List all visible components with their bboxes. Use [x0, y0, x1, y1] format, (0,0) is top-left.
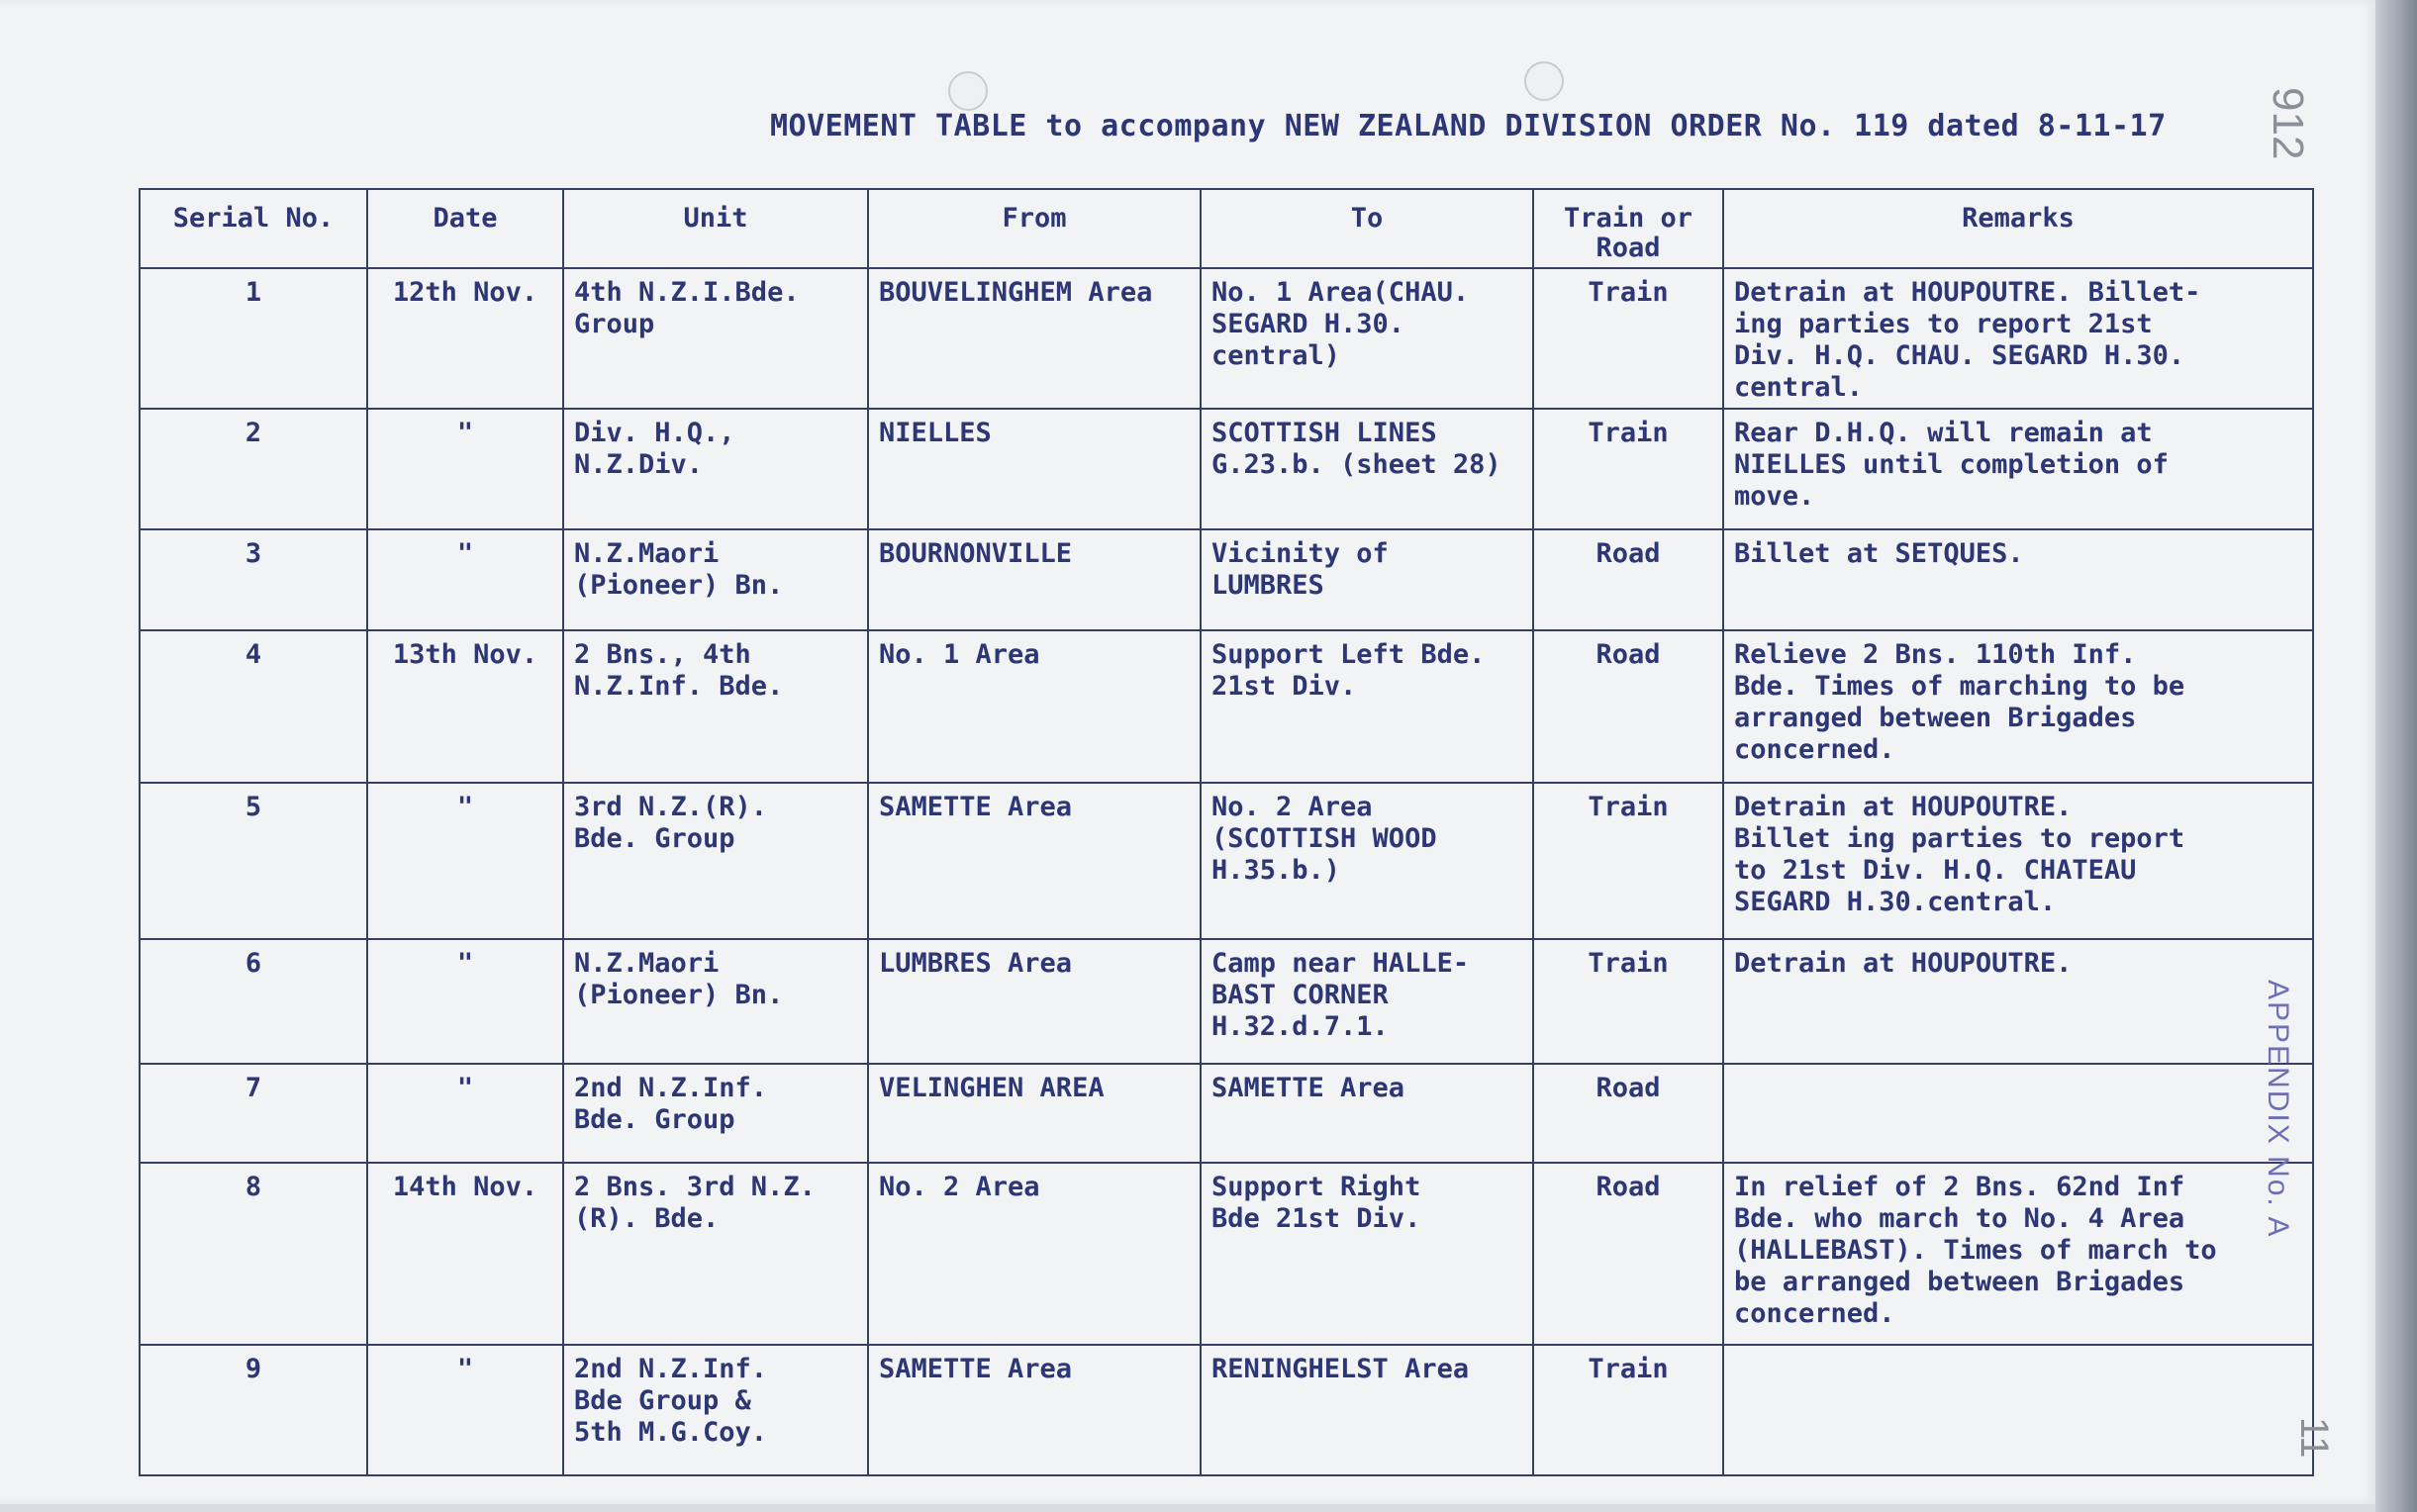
movement-table	[139, 188, 2314, 1476]
cell-date: "	[367, 1064, 563, 1163]
cell-unit: 2nd N.Z.Inf. Bde. Group	[563, 1064, 868, 1163]
cell-serial: 3	[140, 529, 367, 630]
cell-mode: Road	[1533, 529, 1723, 630]
cell-remarks: In relief of 2 Bns. 62nd Inf Bde. who march to No. 4 Area (HALLEBAST). Times of march to be arranged between Brigades concerned.	[1723, 1163, 2313, 1345]
header-remarks: Remarks	[1723, 189, 2313, 268]
appendix-stamp: APPENDIX No. A	[2262, 980, 2294, 1239]
cell-to: Camp near HALLE- BAST CORNER H.32.d.7.1.	[1201, 939, 1533, 1064]
cell-mode: Train	[1533, 783, 1723, 939]
cell-serial: 6	[140, 939, 367, 1064]
table-row	[140, 529, 2313, 630]
cell-remarks: Detrain at HOUPOUTRE.	[1723, 939, 2313, 1064]
cell-date: 12th Nov.	[367, 268, 563, 409]
cell-date: "	[367, 939, 563, 1064]
cell-remarks	[1723, 1064, 2313, 1163]
cell-from: LUMBRES Area	[868, 939, 1201, 1064]
cell-unit: 2nd N.Z.Inf. Bde Group & 5th M.G.Coy.	[563, 1345, 868, 1475]
cell-to: SCOTTISH LINES G.23.b. (sheet 28)	[1201, 409, 1533, 529]
cell-unit: N.Z.Maori (Pioneer) Bn.	[563, 529, 868, 630]
table-body	[140, 268, 2313, 1475]
cell-serial: 2	[140, 409, 367, 529]
header-row	[140, 189, 2313, 268]
cell-from: BOURNONVILLE	[868, 529, 1201, 630]
cell-to: No. 1 Area(CHAU. SEGARD H.30. central)	[1201, 268, 1533, 409]
table-row	[140, 409, 2313, 529]
cell-serial: 7	[140, 1064, 367, 1163]
punch-hole	[948, 71, 988, 111]
table-row	[140, 268, 2313, 409]
cell-serial: 4	[140, 630, 367, 783]
cell-from: BOUVELINGHEM Area	[868, 268, 1201, 409]
cell-date: "	[367, 529, 563, 630]
cell-date: "	[367, 1345, 563, 1475]
cell-from: SAMETTE Area	[868, 1345, 1201, 1475]
cell-from: NIELLES	[868, 409, 1201, 529]
header-to: To	[1201, 189, 1533, 268]
cell-mode: Road	[1533, 630, 1723, 783]
cell-mode: Train	[1533, 268, 1723, 409]
cell-date: "	[367, 409, 563, 529]
cell-from: VELINGHEN AREA	[868, 1064, 1201, 1163]
table-row	[140, 1163, 2313, 1345]
cell-to: Vicinity of LUMBRES	[1201, 529, 1533, 630]
cell-unit: 3rd N.Z.(R). Bde. Group	[563, 783, 868, 939]
table-row	[140, 939, 2313, 1064]
header-date: Date	[367, 189, 563, 268]
cell-to: RENINGHELST Area	[1201, 1345, 1533, 1475]
folio-number: 912	[2264, 87, 2312, 160]
table-row	[140, 1064, 2313, 1163]
cell-serial: 8	[140, 1163, 367, 1345]
cell-mode: Train	[1533, 409, 1723, 529]
header-unit: Unit	[563, 189, 868, 268]
table-row	[140, 1345, 2313, 1475]
cell-unit: N.Z.Maori (Pioneer) Bn.	[563, 939, 868, 1064]
table-row	[140, 783, 2313, 939]
folio-bottom-number: 11	[2292, 1417, 2336, 1459]
cell-unit: 2 Bns. 3rd N.Z. (R). Bde.	[563, 1163, 868, 1345]
cell-from: No. 2 Area	[868, 1163, 1201, 1345]
cell-mode: Road	[1533, 1163, 1723, 1345]
punch-hole	[1524, 61, 1564, 101]
cell-serial: 9	[140, 1345, 367, 1475]
cell-mode: Road	[1533, 1064, 1723, 1163]
header-from: From	[868, 189, 1201, 268]
header-mode: Train or Road	[1533, 189, 1723, 268]
cell-serial: 1	[140, 268, 367, 409]
cell-serial: 5	[140, 783, 367, 939]
cell-mode: Train	[1533, 1345, 1723, 1475]
cell-to: Support Left Bde. 21st Div.	[1201, 630, 1533, 783]
cell-date: "	[367, 783, 563, 939]
document-title: MOVEMENT TABLE to accompany NEW ZEALAND DIVISION ORDER No. 119 dated 8-11-17	[770, 109, 2167, 143]
cell-unit: 2 Bns., 4th N.Z.Inf. Bde.	[563, 630, 868, 783]
cell-date: 14th Nov.	[367, 1163, 563, 1345]
cell-unit: Div. H.Q., N.Z.Div.	[563, 409, 868, 529]
table-row	[140, 630, 2313, 783]
cell-date: 13th Nov.	[367, 630, 563, 783]
cell-remarks: Billet at SETQUES.	[1723, 529, 2313, 630]
cell-to: No. 2 Area (SCOTTISH WOOD H.35.b.)	[1201, 783, 1533, 939]
page-edge	[2375, 0, 2417, 1512]
header-serial: Serial No.	[140, 189, 367, 268]
cell-unit: 4th N.Z.I.Bde. Group	[563, 268, 868, 409]
cell-remarks: Detrain at HOUPOUTRE. Billet ing parties to report to 21st Div. H.Q. CHATEAU SEGARD H.30.central.	[1723, 783, 2313, 939]
cell-mode: Train	[1533, 939, 1723, 1064]
cell-remarks: Detrain at HOUPOUTRE. Billet- ing parties to report 21st Div. H.Q. CHAU. SEGARD H.30. central.	[1723, 268, 2313, 409]
cell-to: SAMETTE Area	[1201, 1064, 1533, 1163]
cell-remarks: Relieve 2 Bns. 110th Inf. Bde. Times of marching to be arranged between Brigades concerned.	[1723, 630, 2313, 783]
cell-from: SAMETTE Area	[868, 783, 1201, 939]
cell-remarks	[1723, 1345, 2313, 1475]
cell-remarks: Rear D.H.Q. will remain at NIELLES until completion of move.	[1723, 409, 2313, 529]
table-header	[140, 189, 2313, 268]
cell-from: No. 1 Area	[868, 630, 1201, 783]
cell-to: Support Right Bde 21st Div.	[1201, 1163, 1533, 1345]
